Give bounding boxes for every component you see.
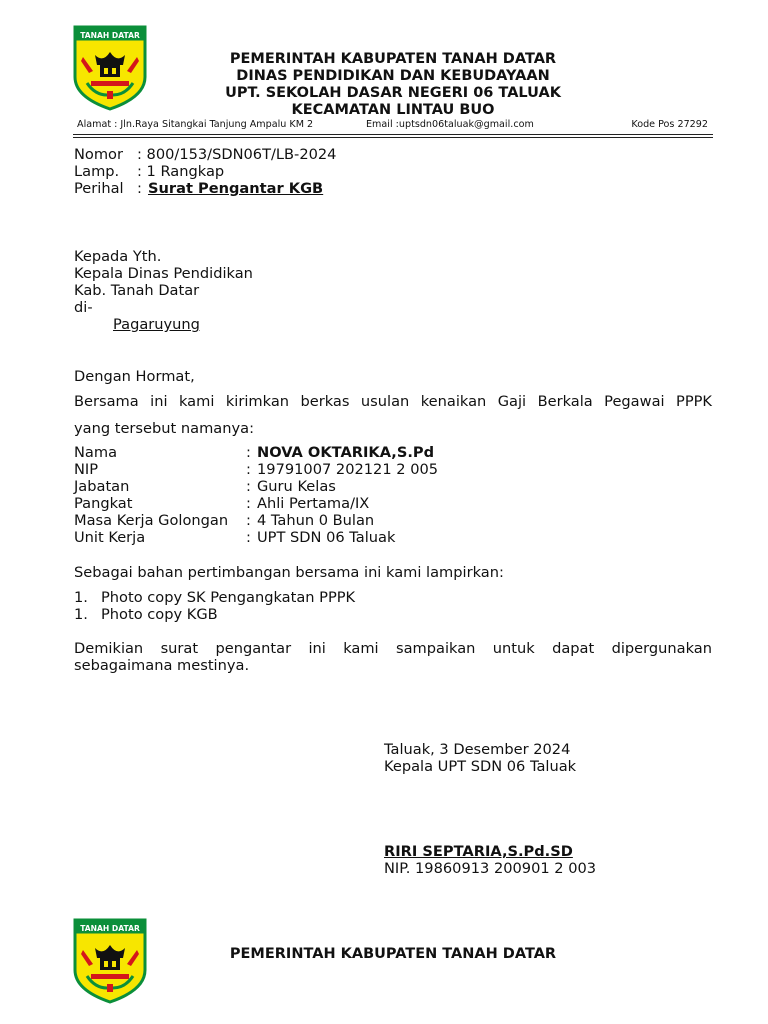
signatory-nip: NIP. 19860913 200901 2 003 bbox=[384, 860, 597, 877]
closing-line-1: Demikian surat pengantar ini kami sampaikan untuk dapat dipergunakan bbox=[74, 640, 712, 657]
perihal-value: Surat Pengantar KGB bbox=[148, 180, 324, 197]
perihal-colon: : bbox=[137, 180, 142, 197]
header-line-3: UPT. SEKOLAH DASAR NEGERI 06 TALUAK bbox=[225, 85, 561, 101]
detail-value: Ahli Pertama/IX bbox=[257, 495, 370, 512]
nomor-label: Nomor bbox=[74, 146, 123, 163]
detail-value: UPT SDN 06 Taluak bbox=[257, 529, 396, 546]
regency-logo-page-2 bbox=[73, 918, 147, 1004]
email-text: Email :uptsdn06taluak@gmail.com bbox=[366, 119, 534, 130]
signature-position: Kepala UPT SDN 06 Taluak bbox=[384, 758, 577, 775]
recipient-line-2: Kepala Dinas Pendidikan bbox=[74, 265, 253, 282]
detail-label: Unit Kerja bbox=[74, 529, 146, 546]
page-2-header-line-1: PEMERINTAH KABUPATEN TANAH DATAR bbox=[229, 946, 557, 962]
header-divider-top bbox=[73, 134, 713, 135]
detail-value: 19791007 202121 2 005 bbox=[257, 461, 439, 478]
detail-colon: : bbox=[246, 512, 251, 529]
detail-value: Guru Kelas bbox=[257, 478, 336, 495]
recipient-line-4: di- bbox=[74, 299, 93, 316]
address-text: Alamat : Jln.Raya Sitangkai Tanjung Ampalu KM 2 bbox=[77, 119, 314, 130]
detail-colon: : bbox=[246, 478, 251, 495]
lamp-value: : 1 Rangkap bbox=[137, 163, 225, 180]
detail-colon: : bbox=[246, 495, 251, 512]
detail-value: 4 Tahun 0 Bulan bbox=[257, 512, 375, 529]
attachments-intro: Sebagai bahan pertimbangan bersama ini kami lampirkan: bbox=[74, 564, 504, 581]
detail-colon: : bbox=[246, 529, 251, 546]
recipient-line-1: Kepada Yth. bbox=[74, 248, 162, 265]
signature-place-date: Taluak, 3 Desember 2024 bbox=[384, 741, 571, 758]
detail-label: Nama bbox=[74, 444, 118, 461]
postcode-text: Kode Pos 27292 bbox=[631, 119, 708, 130]
tanah-datar-emblem-icon bbox=[73, 918, 147, 1004]
list-item: Photo copy KGB bbox=[101, 606, 218, 623]
detail-label: Pangkat bbox=[74, 495, 133, 512]
header-line-1: PEMERINTAH KABUPATEN TANAH DATAR bbox=[229, 51, 557, 67]
detail-value: NOVA OKTARIKA,S.Pd bbox=[257, 444, 435, 461]
recipient-place: Pagaruyung bbox=[113, 316, 200, 333]
list-item: Photo copy SK Pengangkatan PPPK bbox=[101, 589, 356, 606]
header-line-4: KECAMATAN LINTAU BUO bbox=[291, 102, 495, 118]
greeting: Dengan Hormat, bbox=[74, 368, 195, 385]
list-item-number: 1. bbox=[74, 606, 88, 623]
closing-line-2: sebagaimana mestinya. bbox=[74, 657, 250, 674]
lamp-label: Lamp. bbox=[74, 163, 120, 180]
tanah-datar-emblem-icon bbox=[73, 25, 147, 111]
detail-label: Jabatan bbox=[74, 478, 130, 495]
contact-bar bbox=[77, 119, 710, 133]
header-line-2: DINAS PENDIDIKAN DAN KEBUDAYAAN bbox=[236, 68, 550, 84]
recipient-line-3: Kab. Tanah Datar bbox=[74, 282, 200, 299]
detail-colon: : bbox=[246, 461, 251, 478]
intro-line-2: yang tersebut namanya: bbox=[74, 420, 254, 437]
perihal-label: Perihal bbox=[74, 180, 124, 197]
signatory-name: RIRI SEPTARIA,S.Pd.SD bbox=[384, 843, 573, 860]
detail-label: NIP bbox=[74, 461, 99, 478]
list-item-number: 1. bbox=[74, 589, 88, 606]
detail-colon: : bbox=[246, 444, 251, 461]
logo-text: TANAH DATAR bbox=[80, 30, 140, 40]
detail-label: Masa Kerja Golongan bbox=[74, 512, 229, 529]
header-divider-bottom bbox=[73, 137, 713, 138]
regency-logo bbox=[73, 25, 147, 111]
intro-line-1: Bersama ini kami kirimkan berkas usulan kenaikan Gaji Berkala Pegawai PPPK bbox=[74, 393, 712, 410]
nomor-value: : 800/153/SDN06T/LB-2024 bbox=[137, 146, 337, 163]
logo-text: TANAH DATAR bbox=[80, 923, 140, 933]
